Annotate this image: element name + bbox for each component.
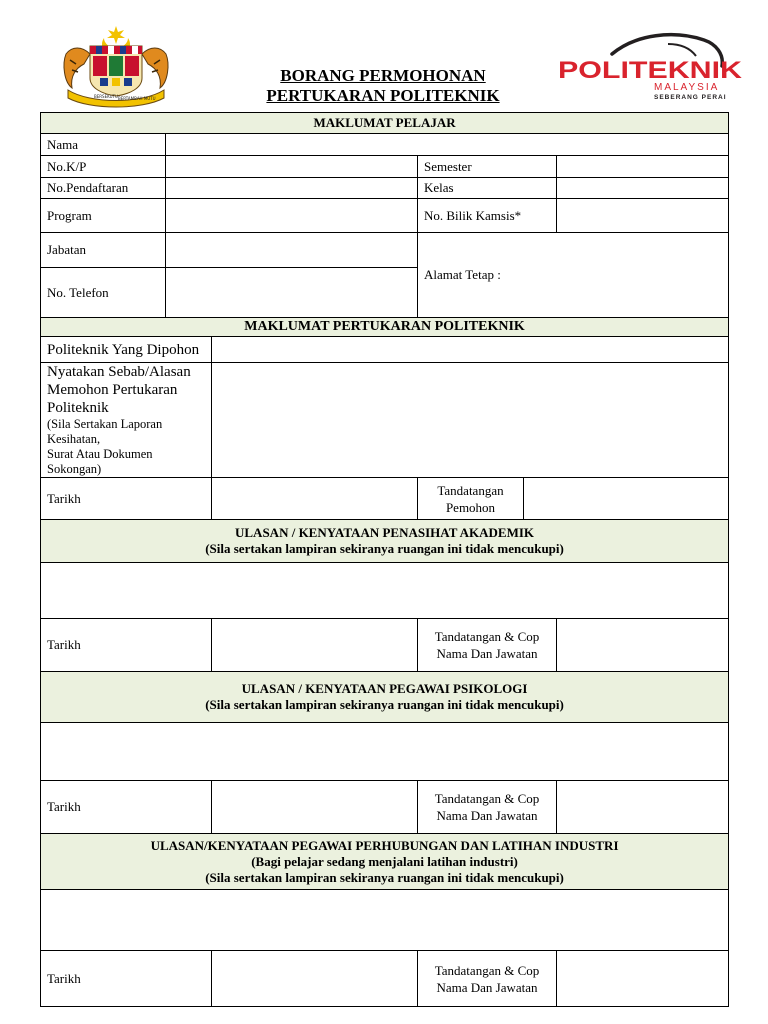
perhubungan-sign-line1: Tandatangan & Cop [434,962,540,978]
politeknik-logo [556,32,746,102]
input-tarikh-perhubungan[interactable] [212,951,418,1007]
sebab-line3: Politeknik [47,400,109,416]
input-tandatangan-pemohon[interactable] [524,478,729,520]
input-ulasan-perhubungan[interactable] [41,890,729,951]
input-ulasan-penasihat[interactable] [41,563,729,619]
input-nokp[interactable] [166,156,418,178]
label-tarikh-penasihat: Tarikh [41,619,212,672]
input-ulasan-psikologi[interactable] [41,723,729,781]
psikologi-sign-line1: Tandatangan & Cop [434,791,540,806]
input-tarikh-penasihat[interactable] [212,619,418,672]
section-heading-psikologi [41,672,729,723]
sebab-note1: (Sila Sertakan Laporan Kesihatan, [47,417,163,446]
perhubungan-note: (Sila sertakan lampiran sekiranya ruangan ini tidak mencukupi) [205,869,564,885]
section-heading-perhubungan [41,834,729,890]
label-cop-psikologi [418,781,557,834]
logo-country-text: MALAYSIA [654,82,720,93]
label-bilik-kamsis: No. Bilik Kamsis* [418,199,557,233]
penasihat-note: (Sila sertakan lampiran sekiranya ruangan ini tidak mencukupi) [205,541,564,556]
label-politeknik-dipohon: Politeknik Yang Dipohon [41,337,212,363]
section-heading-pelajar: MAKLUMAT PELAJAR [41,113,729,134]
label-jabatan: Jabatan [41,233,166,268]
coat-of-arms-emblem [60,24,172,108]
form-title-line2: PERTUKARAN POLITEKNIK [266,86,500,105]
label-alamat-tetap: Alamat Tetap : [424,267,501,282]
input-pendaftaran[interactable] [166,178,418,199]
tandatangan-line2: Pemohon [445,499,496,515]
label-semester: Semester [418,156,557,178]
label-cop-penasihat [418,619,557,672]
section-heading-penasihat [41,520,729,563]
perhubungan-sub: (Bagi pelajar sedang menjalani latihan industri) [251,853,518,869]
label-tarikh-psikologi: Tarikh [41,781,212,834]
psikologi-note: (Sila sertakan lampiran sekiranya ruangan ini tidak mencukupi) [205,697,564,712]
input-bilik-kamsis[interactable] [557,199,729,233]
input-program[interactable] [166,199,418,233]
section-heading-pertukaran: MAKLUMAT PERTUKARAN POLITEKNIK [41,318,729,337]
input-tarikh-psikologi[interactable] [212,781,418,834]
psikologi-sign-line2: Nama Dan Jawatan [436,808,538,823]
input-semester[interactable] [557,156,729,178]
label-tandatangan-pemohon [418,478,524,520]
crest-motto-left: BERSEKUTU [94,94,118,99]
input-politeknik-dipohon[interactable] [212,337,729,363]
perhubungan-heading: ULASAN/KENYATAAN PEGAWAI PERHUBUNGAN DAN LATIHAN INDUSTRI [150,837,619,853]
input-kelas[interactable] [557,178,729,199]
input-cop-perhubungan[interactable] [557,951,729,1007]
input-cop-penasihat[interactable] [557,619,729,672]
sebab-line2: Memohon Pertukaran [47,382,178,398]
application-form-table [40,112,729,1007]
label-nokp: No.K/P [41,156,166,178]
penasihat-heading: ULASAN / KENYATAAN PENASIHAT AKADEMIK [235,525,535,540]
input-sebab-alasan[interactable] [212,363,729,478]
form-title-line1: BORANG PERMOHONAN [280,66,486,85]
input-telefon[interactable] [166,268,418,318]
label-nama: Nama [41,134,166,156]
tandatangan-line1: Tandatangan [437,482,504,498]
label-kelas: Kelas [418,178,557,199]
label-program: Program [41,199,166,233]
label-pendaftaran: No.Pendaftaran [41,178,166,199]
input-jabatan[interactable] [166,233,418,268]
sebab-line1: Nyatakan Sebab/Alasan [47,364,191,380]
label-tarikh-pemohon: Tarikh [41,478,212,520]
penasihat-sign-line2: Nama Dan Jawatan [436,646,538,661]
label-sebab-alasan [41,363,212,478]
penasihat-sign-line1: Tandatangan & Cop [434,629,540,644]
logo-brand-text: POLITEKNIK [558,57,743,84]
alamat-tetap-field[interactable] [418,233,729,318]
input-nama[interactable] [166,134,729,156]
sebab-note2: Surat Atau Dokumen Sokongan) [47,447,153,476]
logo-campus-text: SEBERANG PERAI [654,94,727,101]
label-telefon: No. Telefon [41,268,166,318]
input-cop-psikologi[interactable] [557,781,729,834]
label-cop-perhubungan [418,951,557,1007]
input-tarikh-pemohon[interactable] [212,478,418,520]
form-title [218,66,548,106]
psikologi-heading: ULASAN / KENYATAAN PEGAWAI PSIKOLOGI [241,681,528,696]
crest-motto-right: BERTAMBAH MUTU [118,96,156,101]
perhubungan-sign-line2: Nama Dan Jawatan [436,979,538,995]
label-tarikh-perhubungan: Tarikh [41,951,212,1007]
